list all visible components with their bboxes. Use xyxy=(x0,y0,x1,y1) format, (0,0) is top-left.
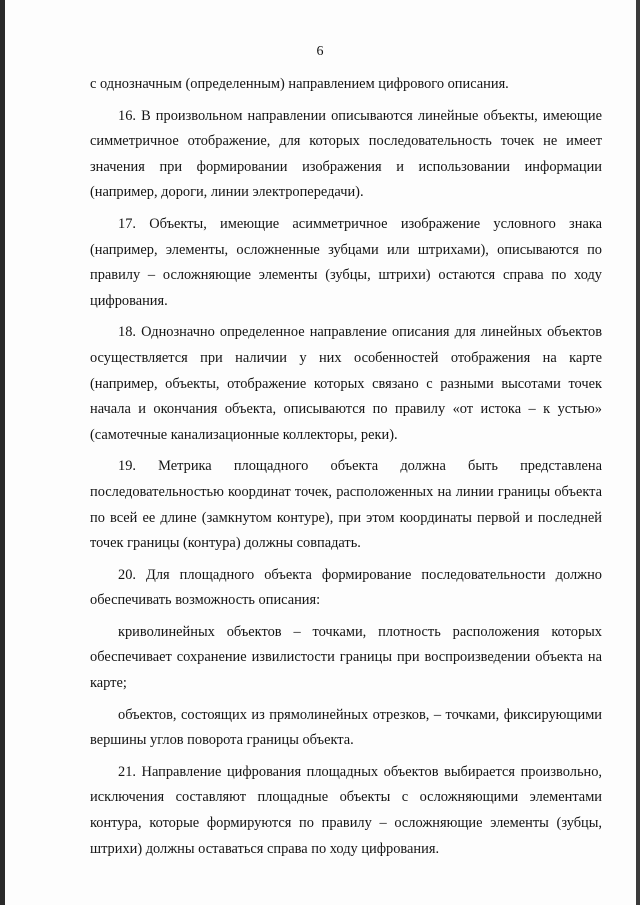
scan-edge-right xyxy=(636,0,640,905)
paragraph-continuation: с однозначным (определенным) направлением цифрового описания. xyxy=(90,76,509,92)
scan-edge-left xyxy=(0,0,5,905)
paragraph-16: 16. В произвольном направлении описываются линейные объекты, имеющие симметричное отображение, для которых последовательность точек не имеет значения при формировании изображения и использовании информации (например, дороги, линии электропередачи). xyxy=(90,107,602,201)
document-body xyxy=(90,72,602,862)
paragraph-21: 21. Направление цифрования площадных объектов выбирается произвольно, исключения составляют площадные объекты с осложняющими элементами контура, которые формируются по правилу – осложняющие элементы (зубцы, штрихи) должны оставаться справа по ходу цифрования. xyxy=(90,763,602,857)
paragraph-20-curvilinear: криволинейных объектов – точками, плотность расположения которых обеспечивает сохранение извилистости границы при воспроизведении объекта на карте; xyxy=(90,623,602,692)
paragraph-20-straight: объектов, состоящих из прямолинейных отрезков, – точками, фиксирующими вершины углов поворота границы объекта. xyxy=(90,706,602,749)
paragraph-19: 19. Метрика площадного объекта должна быть представлена последовательностью координат точек, расположенных на линии границы объекта по всей ее длине (замкнутом контуре), при этом координаты первой и последней точек границы (контура) должны совпадать. xyxy=(90,458,602,552)
paragraph-18: 18. Однозначно определенное направление описания для линейных объектов осуществляется при наличии у них особенностей отображения на карте (например, объекты, отображение которых связано с разными высотами точек начала и окончания объекта, описываются по правилу «от истока – к устью» (самотечные канализационные коллекторы, реки). xyxy=(90,324,602,443)
paragraph-20: 20. Для площадного объекта формирование последовательности должно обеспечивать возможность описания: xyxy=(90,566,602,609)
page-number: 6 xyxy=(316,44,324,59)
paragraph-17: 17. Объекты, имеющие асимметричное изображение условного знака (например, элементы, осложненные зубцами или штрихами), описываются по правилу – осложняющие элементы (зубцы, штрихи) остаются справа по ходу цифрования. xyxy=(90,215,602,309)
